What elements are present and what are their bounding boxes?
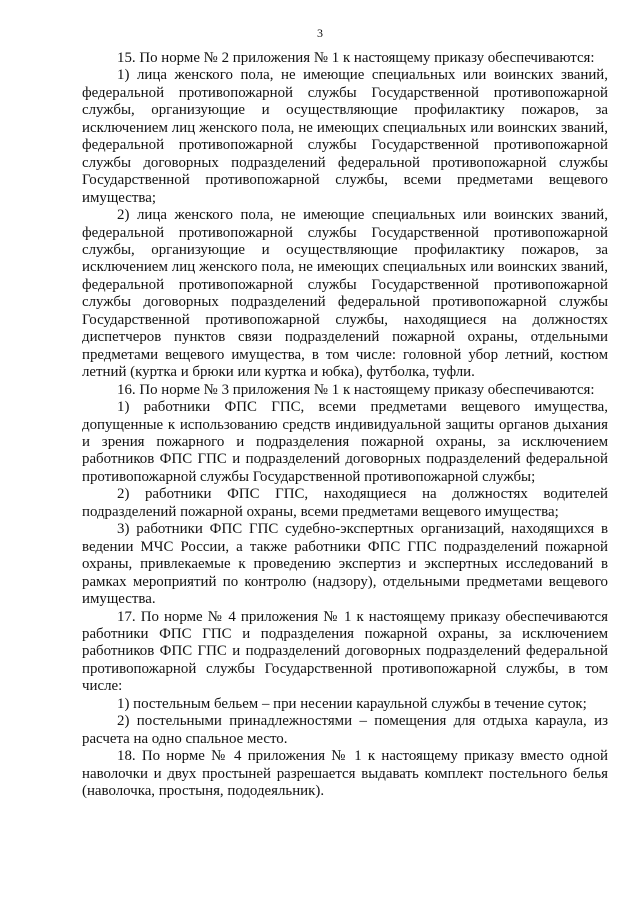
paragraph-15-item-1: 1) лица женского пола, не имеющие специальных или воинских званий, федеральной противопожарной службы Государственной противопожарной службы, организующие и осуществляющие профилактику пожаров, за исключением лиц женского пола, не имеющих специальных или воинских званий, федеральной противопожарной службы Государственной противопожарной службы договорных подразделений федеральной противопожарной службы Государственной противопожарной службы, всеми предметами вещевого имущества; bbox=[82, 67, 608, 206]
paragraph-17-item-1: 1) постельным бельем – при несении караульной службы в течение суток; bbox=[117, 695, 587, 712]
paragraph-15: 15. По норме № 2 приложения № 1 к настоящему приказу обеспечиваются: bbox=[117, 50, 595, 66]
paragraph-17: 17. По норме № 4 приложения № 1 к настоящему приказу обеспечиваются работники ФПС ГПС и подразделения пожарной охраны, за исключением работников ФПС ГПС и подразделений договорных подразделений федеральной противопожарной службы Государственной противопожарной службы, в том числе: bbox=[82, 608, 608, 695]
paragraph-18: 18. По норме № 4 приложения № 1 к настоящему приказу вместо одной наволочки и двух простыней разрешается выдавать комплект постельного белья (наволочка, простыня, пододеяльник). bbox=[82, 748, 608, 800]
paragraph-15-item-2: 2) лица женского пола, не имеющие специальных или воинских званий, федеральной противопожарной службы Государственной противопожарной службы, организующие и осуществляющие профилактику пожаров, за исключением лиц женского пола, не имеющих специальных или воинских званий, федеральной противопожарной службы Государственной противопожарной службы договорных подразделений федеральной противопожарной службы Государственной противопожарной службы, находящиеся на должностях диспетчеров пунктов связи подразделений пожарной охраны, отдельными предметами вещевого имущества, в том числе: головной убор летний, костюм летний (куртка и брюки или куртка и юбка), футболка, туфли. bbox=[82, 207, 608, 381]
paragraph-16-item-1: 1) работники ФПС ГПС, всеми предметами вещевого имущества, допущенные к использованию средств индивидуальной защиты органов дыхания и зрения пожарного и подразделения пожарной охраны, за исключением работников ФПС ГПС и подразделений договорных подразделений федеральной противопожарной службы Государственной противопожарной службы; bbox=[82, 399, 608, 485]
paragraph-17-item-2: 2) постельными принадлежностями – помещения для отдыха караула, из расчета на одно спальное место. bbox=[82, 713, 608, 747]
paragraph-16-item-3: 3) работники ФПС ГПС судебно-экспертных организаций, находящихся в ведении МЧС России, а также работники ФПС ГПС подразделений пожарной охраны, привлекаемые к проведению экспертиз и экспертных исследований в рамках мероприятий по контролю (надзору), отдельными предметами вещевого имущества. bbox=[82, 521, 608, 608]
paragraph-16-item-2: 2) работники ФПС ГПС, находящиеся на должностях водителей подразделений пожарной охраны, всеми предметами вещевого имущества; bbox=[82, 486, 608, 520]
page-number: 3 bbox=[317, 26, 323, 40]
document-body bbox=[82, 50, 608, 800]
paragraph-16: 16. По норме № 3 приложения № 1 к настоящему приказу обеспечиваются: bbox=[117, 381, 595, 398]
